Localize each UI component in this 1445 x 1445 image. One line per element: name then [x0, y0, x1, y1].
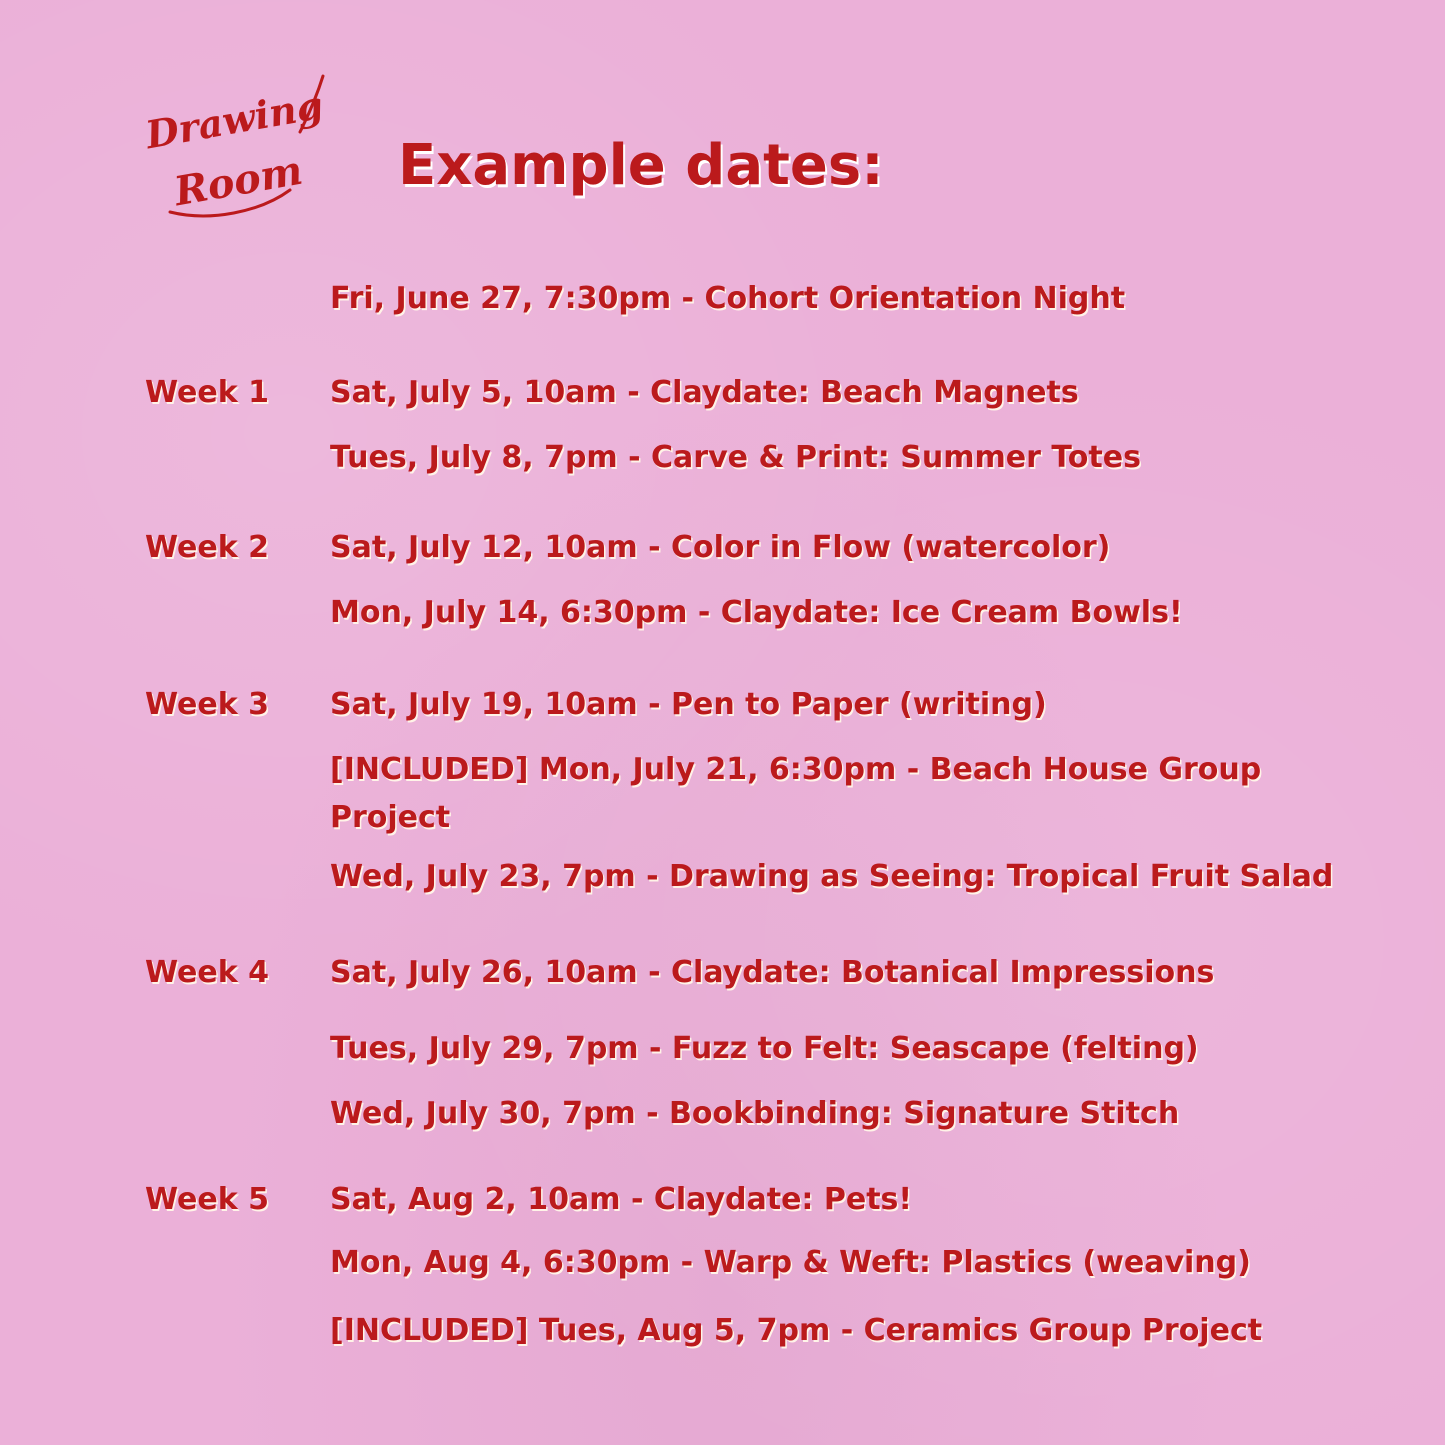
event-item: [INCLUDED] Tues, Aug 5, 7pm - Ceramics Group Project — [330, 1313, 1263, 1348]
logo-text-drawing: Drawing — [142, 81, 327, 158]
event-item: [INCLUDED] Mon, July 21, 6:30pm - Beach House Group Project — [330, 752, 1262, 835]
event-item: Mon, July 14, 6:30pm - Claydate: Ice Cream Bowls! — [330, 595, 1183, 630]
week-label: Week 2 — [145, 530, 269, 565]
event-item: Wed, July 23, 7pm - Drawing as Seeing: Tropical Fruit Salad — [330, 859, 1334, 894]
event-item: Sat, July 26, 10am - Claydate: Botanical Impressions — [330, 955, 1215, 990]
event-item: Sat, July 19, 10am - Pen to Paper (writing) — [330, 687, 1047, 722]
event-item: Tues, July 8, 7pm - Carve & Print: Summer Totes — [330, 440, 1141, 475]
orientation-event: Fri, June 27, 7:30pm - Cohort Orientation Night — [330, 281, 1126, 316]
event-item: Sat, Aug 2, 10am - Claydate: Pets! — [330, 1182, 913, 1217]
week-label: Week 1 — [145, 375, 269, 410]
page-title: Example dates: — [398, 133, 884, 198]
event-item: Tues, July 29, 7pm - Fuzz to Felt: Seascape (felting) — [330, 1031, 1199, 1066]
week-label: Week 3 — [145, 687, 269, 722]
week-label: Week 4 — [145, 955, 269, 990]
week-label: Week 5 — [145, 1182, 269, 1217]
logo-text-room: Room — [170, 146, 306, 216]
event-item: Sat, July 12, 10am - Color in Flow (watercolor) — [330, 530, 1111, 565]
event-item: Wed, July 30, 7pm - Bookbinding: Signature Stitch — [330, 1096, 1180, 1131]
drawing-room-logo — [140, 72, 330, 232]
event-item: Sat, July 5, 10am - Claydate: Beach Magnets — [330, 375, 1079, 410]
event-item: Mon, Aug 4, 6:30pm - Warp & Weft: Plastics (weaving) — [330, 1245, 1251, 1280]
